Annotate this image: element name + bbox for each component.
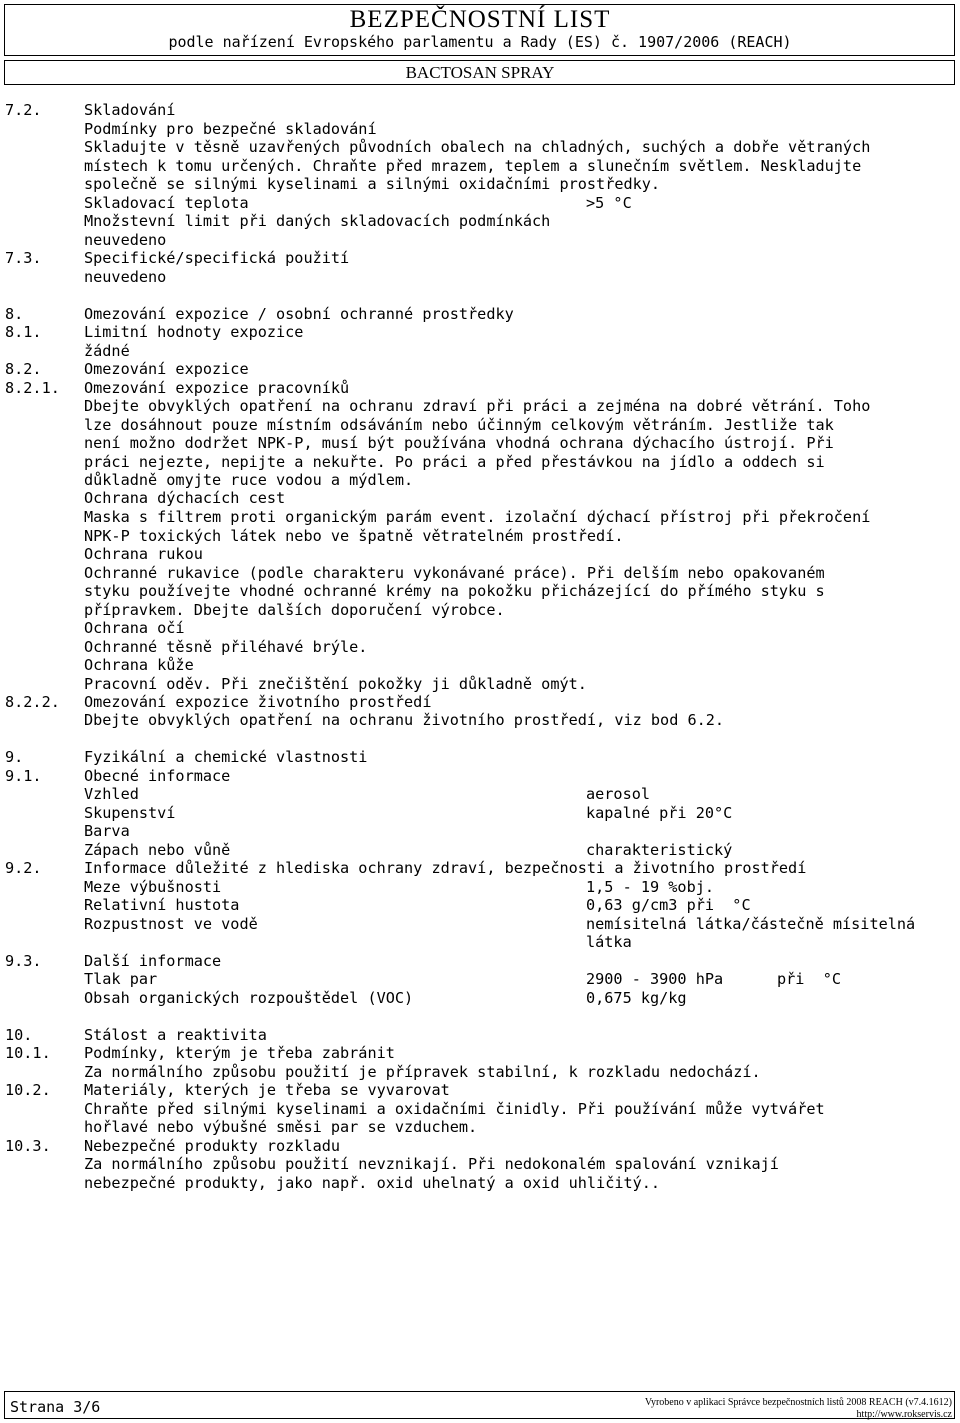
- subsection-title: Množstevní limit při daných skladovacích podmínkách: [84, 212, 551, 230]
- property-value: při °C: [777, 970, 842, 988]
- property-value: 1,5 - 19 %obj.: [586, 878, 715, 896]
- property-value: 2900 - 3900 hPa: [586, 970, 724, 988]
- section-title: Obecné informace: [84, 767, 231, 785]
- section-title: Omezování expozice: [84, 360, 249, 378]
- document-title: BEZPEČNOSTNÍ LIST: [349, 6, 611, 33]
- text-line: důkladně omyjte ruce vodou a mýdlem.: [84, 471, 414, 489]
- subsection-title: Ochrana rukou: [84, 545, 203, 563]
- property-label: Zápach nebo vůně: [84, 841, 231, 859]
- footer-link[interactable]: http://www.rokservis.cz: [856, 1409, 952, 1420]
- section-number: 9.1.: [5, 767, 42, 785]
- property-value: neuvedeno: [84, 231, 167, 249]
- section-title: Omezování expozice životního prostředí: [84, 693, 432, 711]
- section-title: Podmínky, kterým je třeba zabránit: [84, 1044, 395, 1062]
- property-label: Skladovací teplota: [84, 194, 249, 212]
- property-label: Vzhled: [84, 785, 139, 803]
- text-line: společně se silnými kyselinami a silnými oxidačními prostředky.: [84, 175, 661, 193]
- section-title: Omezování expozice pracovníků: [84, 379, 350, 397]
- section-number: 9.: [5, 748, 24, 766]
- property-value: 0,675 kg/kg: [586, 989, 687, 1007]
- property-value: neuvedeno: [84, 268, 167, 286]
- text-line: Maska s filtrem proti organickým parám event. izolační dýchací přístroj při překročení: [84, 508, 871, 526]
- text-line: nebezpečné produkty, jako např. oxid uhelnatý a oxid uhličitý..: [84, 1174, 661, 1192]
- text-line: NPK-P toxických látek nebo ve špatně větratelném prostředí.: [84, 527, 624, 545]
- section-number: 9.2.: [5, 859, 42, 877]
- property-value: aerosol: [586, 785, 651, 803]
- section-title: Další informace: [84, 952, 222, 970]
- subsection-title: Ochrana dýchacích cest: [84, 489, 286, 507]
- generator-note: Vyrobeno v aplikaci Správce bezpečnostních listů 2008 REACH (v7.4.1612): [644, 1397, 952, 1408]
- section-title: Informace důležité z hlediska ochrany zdraví, bezpečnosti a životního prostředí: [84, 859, 807, 877]
- text-line: místech k tomu určených. Chraňte před mrazem, teplem a slunečním světlem. Neskladujte: [84, 157, 862, 175]
- text-line: Pracovní oděv. Při znečištění pokožky ji důkladně omýt.: [84, 675, 587, 693]
- section-title: Stálost a reaktivita: [84, 1026, 267, 1044]
- section-number: 8.2.: [5, 360, 42, 378]
- document-subtitle: podle nařízení Evropského parlamentu a Rady (ES) č. 1907/2006 (REACH): [168, 33, 792, 51]
- section-title: Limitní hodnoty expozice: [84, 323, 304, 341]
- property-value: nemísitelná látka/částečně mísitelná: [586, 915, 916, 933]
- text-line: lze dosáhnout pouze místním odsáváním nebo účinným celkovým větráním. Jestliže tak: [84, 416, 834, 434]
- text-line: Za normálního způsobu použití nevznikají. Při nedokonalém spalování vznikají: [84, 1155, 779, 1173]
- page-number: Strana 3/6: [10, 1398, 101, 1416]
- section-number: 10.2.: [5, 1081, 51, 1099]
- section-number: 8.: [5, 305, 24, 323]
- property-label: Tlak par: [84, 970, 158, 988]
- property-label: Relativní hustota: [84, 896, 240, 914]
- section-title: Omezování expozice / osobní ochranné prostředky: [84, 305, 514, 323]
- text-line: Chraňte před silnými kyselinami a oxidačními činidly. Při používání může vytvářet: [84, 1100, 825, 1118]
- text-line: styku používejte vhodné ochranné krémy na pokožku přicházející do přímého styku s: [84, 582, 825, 600]
- property-label: Rozpustnost ve vodě: [84, 915, 258, 933]
- section-number: 10.1.: [5, 1044, 51, 1062]
- text-line: Skladujte v těsně uzavřených původních obalech na chladných, suchých a dobře větraných: [84, 138, 871, 156]
- text-line: přípravkem. Dbejte dalších doporučení výrobce.: [84, 601, 505, 619]
- section-title: Materiály, kterých je třeba se vyvarovat: [84, 1081, 450, 1099]
- property-label: Meze výbušnosti: [84, 878, 222, 896]
- section-number: 10.3.: [5, 1137, 51, 1155]
- property-label: Skupenství: [84, 804, 176, 822]
- subsection-title: Podmínky pro bezpečné skladování: [84, 120, 377, 138]
- product-name: BACTOSAN SPRAY: [405, 63, 555, 82]
- text-line: Ochranné rukavice (podle charakteru vykonávané práce). Při delším nebo opakovaném: [84, 564, 825, 582]
- text-line: práci nejezte, nepijte a nekuřte. Po práci a před přestávkou na jídlo a oddech si: [84, 453, 825, 471]
- subsection-title: Ochrana očí: [84, 619, 185, 637]
- property-value: žádné: [84, 342, 130, 360]
- subsection-title: Ochrana kůže: [84, 656, 194, 674]
- text-line: Dbejte obvyklých opatření na ochranu životního prostředí, viz bod 6.2.: [84, 711, 725, 729]
- section-number: 7.2.: [5, 101, 42, 119]
- section-number: 8.2.2.: [5, 693, 60, 711]
- section-number: 10.: [5, 1026, 33, 1044]
- text-line: Za normálního způsobu použití je přípravek stabilní, k rozkladu nedochází.: [84, 1063, 761, 1081]
- text-line: Ochranné těsně přiléhavé brýle.: [84, 638, 368, 656]
- property-value: charakteristický: [586, 841, 733, 859]
- section-number: 9.3.: [5, 952, 42, 970]
- section-number: 8.2.1.: [5, 379, 60, 397]
- section-title: Fyzikální a chemické vlastnosti: [84, 748, 368, 766]
- text-line: hořlavé nebo výbušné směsi par se vzduchem.: [84, 1118, 478, 1136]
- property-label: Barva: [84, 822, 130, 840]
- property-value: >5 °C: [586, 194, 632, 212]
- section-title: Nebezpečné produkty rozkladu: [84, 1137, 341, 1155]
- property-value: látka: [586, 933, 632, 951]
- property-label: Obsah organických rozpouštědel (VOC): [84, 989, 414, 1007]
- section-number: 8.1.: [5, 323, 42, 341]
- text-line: Dbejte obvyklých opatření na ochranu zdraví při práci a zejména na dobré větrání. Toho: [84, 397, 871, 415]
- property-value: 0,63 g/cm3 při °C: [586, 896, 751, 914]
- section-title: Specifické/specifická použití: [84, 249, 350, 267]
- section-number: 7.3.: [5, 249, 42, 267]
- property-value: kapalné při 20°C: [586, 804, 733, 822]
- text-line: není možno dodržet NPK-P, musí být používána vhodná ochrana dýchacího ústrojí. Při: [84, 434, 834, 452]
- section-title: Skladování: [84, 101, 176, 119]
